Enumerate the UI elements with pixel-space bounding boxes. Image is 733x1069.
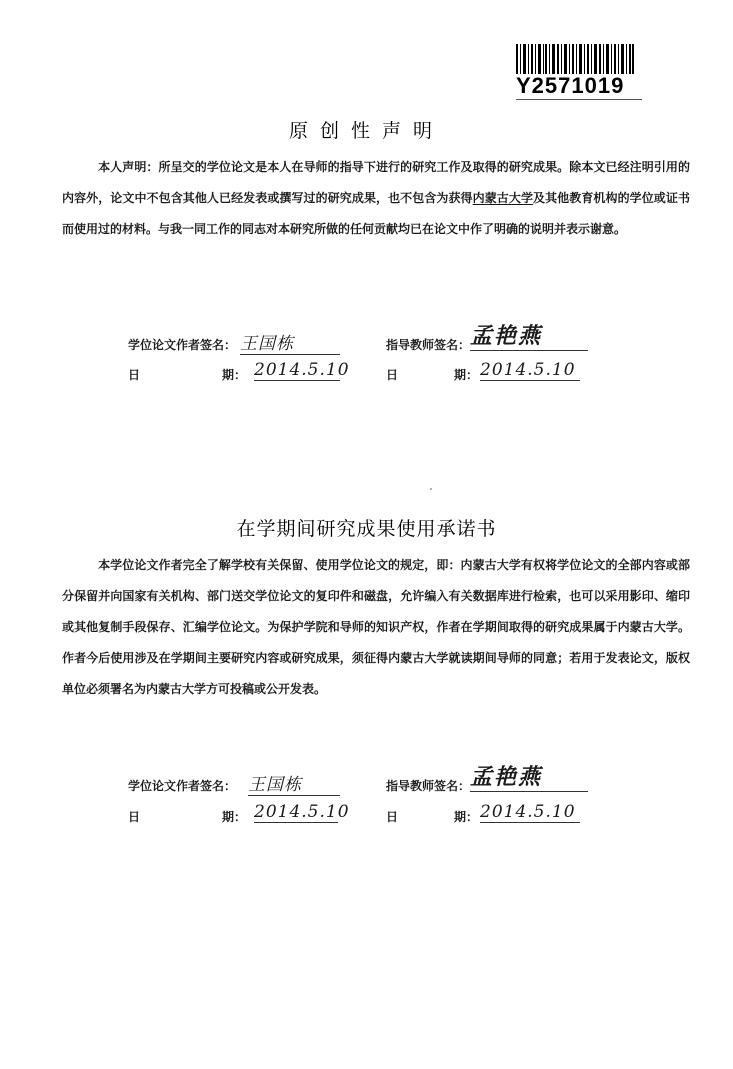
advisor-date-label-1: 日 — [386, 368, 399, 382]
university-name: 内蒙古大学 — [472, 191, 534, 205]
commitment-author-signature: 王国栋 — [248, 770, 340, 796]
commitment-author-date-label-1: 日 — [128, 810, 141, 824]
author-date: 2014.5.10 — [254, 360, 350, 380]
advisor-date-label-2: 期： — [454, 368, 479, 382]
commitment-advisor-date-label-1: 日 — [386, 810, 399, 824]
declaration-text — [62, 152, 690, 245]
author-signature: 王国栋 — [240, 329, 340, 355]
commitment-author-date-label-2: 期： — [222, 810, 247, 824]
advisor-signature-label: 指导教师签名： — [386, 338, 471, 352]
scan-speck — [430, 488, 432, 490]
commitment-text — [62, 550, 690, 705]
commitment-author-signature-label: 学位论文作者签名： — [128, 779, 237, 793]
commitment-advisor-signature: 孟艳燕 — [470, 760, 588, 792]
commitment-advisor-date-label-2: 期： — [454, 810, 479, 824]
barcode-number: Y2571019 — [516, 73, 642, 100]
advisor-signature: 孟艳燕 — [470, 319, 588, 351]
commitment-author-date: 2014.5.10 — [254, 802, 350, 822]
commitment-title: 在学期间研究成果使用承诺书 — [236, 518, 497, 540]
commitment-advisor-date: 2014.5.10 — [480, 802, 580, 823]
declaration-rest: 及其他教育机构的学位或证书而使用过的材料。与我一同工作的同志对本研究所做的任何贡献均已在论文中作了明确的说明并表示谢意。 — [62, 191, 690, 236]
declaration-title: 原创性声明 — [288, 120, 444, 142]
author-signature-label: 学位论文作者签名： — [128, 338, 237, 352]
author-date-label-2: 期： — [222, 368, 247, 382]
barcode-image — [516, 44, 634, 74]
commitment-body: 本学位论文作者完全了解学校有关保留、使用学位论文的规定，即：内蒙古大学有权将学位论文的全部内容或部分保留并向国家有关机构、部门送交学位论文的复印件和磁盘，允许编入有关数据库进行检索，也可以采用影印、缩印或其他复制手段保存、汇编学位论文。为保护学院和导师的知识产权，作者在学期间取得的研究成果属于内蒙古大学。作者今后使用涉及在学期间主要研究内容或研究成果，须征得内蒙古大学就读期间导师的同意；若用于发表论文，版权单位必须署名为内蒙古大学方可投稿或公开发表。 — [62, 558, 690, 696]
author-date-label-1: 日 — [128, 368, 141, 382]
commitment-advisor-signature-label: 指导教师签名： — [386, 779, 471, 793]
declaration-intro: 本人声明：所呈交的学位论文是本人在导师的指导下进行的研究工作及取得的研究成果。除本文已经注明引用的内容外，论文中不包含其他人已经发表或撰写过的研究成果，也不包含为获得 — [62, 160, 690, 205]
advisor-date: 2014.5.10 — [480, 360, 580, 381]
